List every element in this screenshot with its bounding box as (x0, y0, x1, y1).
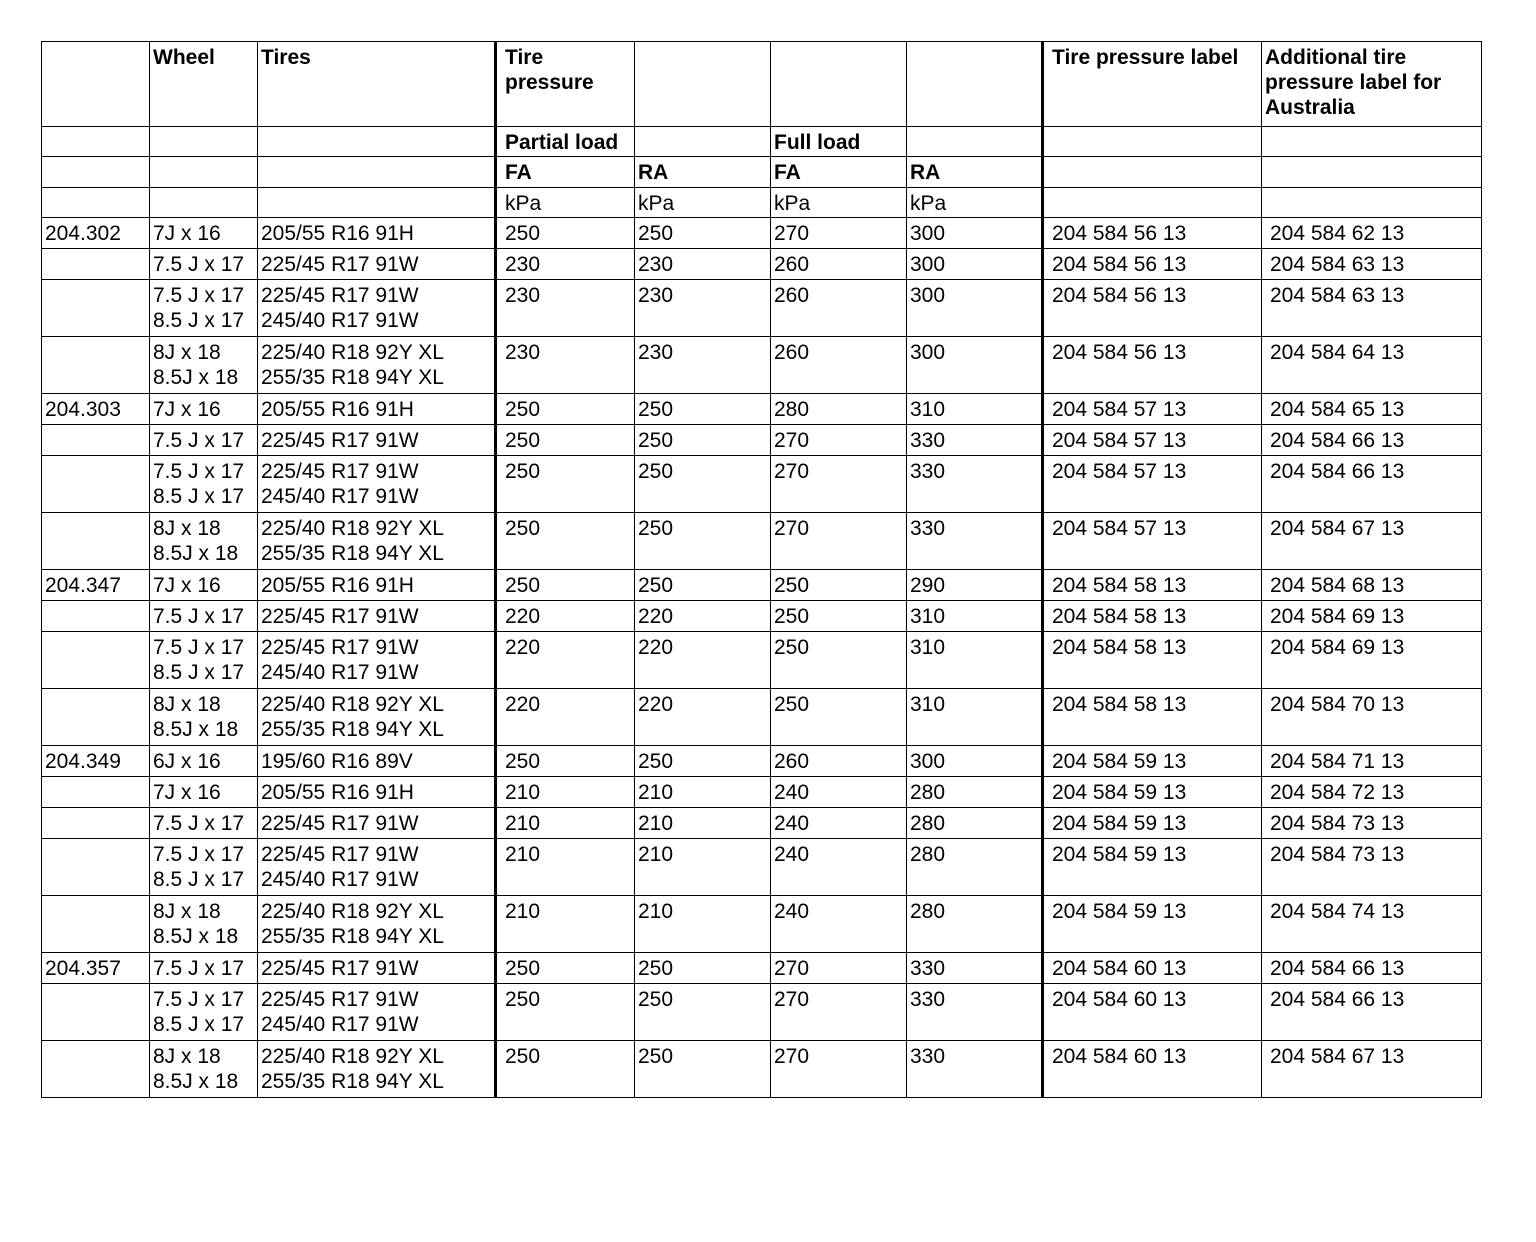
tires-cell-line: 225/40 R18 92Y XL (261, 1045, 444, 1068)
tires-cell-line: 225/45 R17 91W (261, 812, 419, 835)
table-row (42, 689, 1482, 746)
partial-ra-cell: 250 (635, 218, 771, 249)
tires-cell-line: 225/45 R17 91W (261, 253, 419, 276)
partial-ra-cell: 220 (635, 632, 771, 689)
unit-full-ra: kPa (907, 188, 1043, 218)
wheel-cell-line: 8.5J x 18 (153, 1070, 239, 1093)
partial-ra-cell: 210 (635, 839, 771, 896)
wheel-cell (150, 746, 258, 777)
partial-fa-cell: 210 (496, 839, 635, 896)
full-ra-cell: 300 (907, 218, 1043, 249)
full-ra-cell: 310 (907, 632, 1043, 689)
full-fa-cell: 240 (771, 808, 907, 839)
full-fa-cell: 250 (771, 601, 907, 632)
full-ra-cell: 280 (907, 839, 1043, 896)
model-cell: 204.357 (42, 953, 150, 984)
header-blank (907, 42, 1043, 127)
aus-label-cell: 204 584 69 13 (1262, 601, 1482, 632)
label-cell: 204 584 60 13 (1043, 1041, 1262, 1098)
model-cell (42, 249, 150, 280)
tires-cell-line: 225/45 R17 91W (261, 988, 419, 1011)
wheel-cell (150, 570, 258, 601)
full-ra-cell: 280 (907, 896, 1043, 953)
label-cell: 204 584 56 13 (1043, 337, 1262, 394)
partial-fa-cell: 250 (496, 746, 635, 777)
table-row (42, 601, 1482, 632)
wheel-cell-line: 8J x 18 (153, 1045, 221, 1068)
model-cell (42, 425, 150, 456)
tires-cell (258, 280, 496, 337)
full-ra-cell: 280 (907, 777, 1043, 808)
tires-cell-line: 225/40 R18 92Y XL (261, 693, 444, 716)
tires-cell (258, 984, 496, 1041)
tires-cell-line: 205/55 R16 91H (261, 398, 414, 421)
table-row (42, 570, 1482, 601)
tires-cell-line: 245/40 R17 91W (261, 868, 419, 891)
partial-fa-cell: 250 (496, 425, 635, 456)
aus-label-cell: 204 584 69 13 (1262, 632, 1482, 689)
model-cell (42, 839, 150, 896)
aus-label-cell: 204 584 66 13 (1262, 984, 1482, 1041)
tires-cell-line: 205/55 R16 91H (261, 781, 414, 804)
partial-ra-cell: 250 (635, 425, 771, 456)
label-cell: 204 584 57 13 (1043, 456, 1262, 513)
label-cell: 204 584 59 13 (1043, 839, 1262, 896)
aus-label-cell: 204 584 74 13 (1262, 896, 1482, 953)
full-fa-cell: 270 (771, 218, 907, 249)
model-cell (42, 896, 150, 953)
aus-label-cell: 204 584 66 13 (1262, 456, 1482, 513)
full-fa-cell: 240 (771, 777, 907, 808)
wheel-cell (150, 808, 258, 839)
full-ra-cell: 300 (907, 280, 1043, 337)
wheel-cell (150, 249, 258, 280)
unit-partial-ra: kPa (635, 188, 771, 218)
full-fa-cell: 270 (771, 1041, 907, 1098)
partial-fa-cell: 250 (496, 218, 635, 249)
model-cell (42, 513, 150, 570)
aus-label-cell: 204 584 68 13 (1262, 570, 1482, 601)
wheel-cell-line: 7.5 J x 17 (153, 429, 245, 452)
table-row (42, 777, 1482, 808)
tires-cell-line: 225/40 R18 92Y XL (261, 517, 444, 540)
tires-cell-line: 195/60 R16 89V (261, 750, 413, 773)
wheel-cell (150, 689, 258, 746)
partial-ra-cell: 250 (635, 456, 771, 513)
full-ra-cell: 310 (907, 689, 1043, 746)
model-cell (42, 280, 150, 337)
tires-cell-line: 225/45 R17 91W (261, 284, 419, 307)
wheel-cell-line: 8.5J x 18 (153, 366, 239, 389)
full-fa-cell: 260 (771, 746, 907, 777)
wheel-cell-line: 7.5 J x 17 (153, 812, 245, 835)
wheel-cell-line: 7J x 16 (153, 398, 221, 421)
header-full-load: Full load (771, 127, 907, 157)
table-row (42, 337, 1482, 394)
tires-cell-line: 225/40 R18 92Y XL (261, 341, 444, 364)
header-row (42, 42, 1482, 127)
label-cell: 204 584 60 13 (1043, 953, 1262, 984)
label-cell: 204 584 60 13 (1043, 984, 1262, 1041)
unit-partial-fa: kPa (496, 188, 635, 218)
table-row (42, 984, 1482, 1041)
full-ra-cell: 290 (907, 570, 1043, 601)
partial-fa-cell: 250 (496, 456, 635, 513)
aus-label-cell: 204 584 71 13 (1262, 746, 1482, 777)
table-row (42, 1041, 1482, 1098)
table-row (42, 280, 1482, 337)
tires-cell (258, 632, 496, 689)
wheel-cell-line: 8.5 J x 17 (153, 661, 245, 684)
tires-cell-line: 245/40 R17 91W (261, 1013, 419, 1036)
label-cell: 204 584 57 13 (1043, 513, 1262, 570)
tires-cell-line: 225/45 R17 91W (261, 460, 419, 483)
model-cell (42, 456, 150, 513)
full-ra-cell: 330 (907, 1041, 1043, 1098)
wheel-cell-line: 8J x 18 (153, 517, 221, 540)
full-fa-cell: 270 (771, 953, 907, 984)
tires-cell-line: 255/35 R18 94Y XL (261, 366, 444, 389)
wheel-cell-line: 6J x 16 (153, 750, 221, 773)
full-fa-cell: 260 (771, 280, 907, 337)
model-cell (42, 777, 150, 808)
tires-cell (258, 513, 496, 570)
full-ra-cell: 280 (907, 808, 1043, 839)
tires-cell-line: 225/45 R17 91W (261, 636, 419, 659)
model-cell (42, 689, 150, 746)
table-row (42, 249, 1482, 280)
aus-label-cell: 204 584 63 13 (1262, 280, 1482, 337)
aus-label-cell: 204 584 70 13 (1262, 689, 1482, 746)
tires-cell (258, 689, 496, 746)
tires-cell (258, 1041, 496, 1098)
wheel-cell (150, 337, 258, 394)
partial-ra-cell: 250 (635, 570, 771, 601)
full-ra-cell: 330 (907, 953, 1043, 984)
header-blank (635, 42, 771, 127)
tires-cell-line: 205/55 R16 91H (261, 574, 414, 597)
wheel-cell (150, 425, 258, 456)
wheel-cell (150, 777, 258, 808)
aus-label-cell: 204 584 66 13 (1262, 953, 1482, 984)
tires-cell (258, 456, 496, 513)
full-fa-cell: 250 (771, 689, 907, 746)
partial-ra-cell: 230 (635, 337, 771, 394)
tires-cell (258, 218, 496, 249)
partial-ra-cell: 210 (635, 808, 771, 839)
table-row (42, 953, 1482, 984)
label-cell: 204 584 59 13 (1043, 896, 1262, 953)
partial-fa-cell: 220 (496, 601, 635, 632)
wheel-cell-line: 8.5J x 18 (153, 925, 239, 948)
tires-cell (258, 601, 496, 632)
aus-label-cell: 204 584 67 13 (1262, 513, 1482, 570)
tires-cell (258, 839, 496, 896)
label-cell: 204 584 59 13 (1043, 808, 1262, 839)
label-cell: 204 584 57 13 (1043, 425, 1262, 456)
header-partial-load: Partial load (496, 127, 635, 157)
header-tire-pressure-label: Tire pressure label (1043, 42, 1262, 127)
table-row (42, 746, 1482, 777)
label-cell: 204 584 59 13 (1043, 746, 1262, 777)
wheel-cell-line: 8.5 J x 17 (153, 1013, 245, 1036)
wheel-cell-line: 7.5 J x 17 (153, 988, 245, 1011)
wheel-cell-line: 8J x 18 (153, 693, 221, 716)
partial-ra-cell: 230 (635, 280, 771, 337)
model-cell: 204.347 (42, 570, 150, 601)
aus-label-cell: 204 584 67 13 (1262, 1041, 1482, 1098)
label-cell: 204 584 56 13 (1043, 218, 1262, 249)
partial-fa-cell: 210 (496, 808, 635, 839)
partial-ra-cell: 220 (635, 601, 771, 632)
full-fa-cell: 270 (771, 425, 907, 456)
wheel-cell-line: 7J x 16 (153, 222, 221, 245)
full-ra-cell: 330 (907, 425, 1043, 456)
wheel-cell-line: 8J x 18 (153, 900, 221, 923)
full-fa-cell: 270 (771, 984, 907, 1041)
partial-ra-cell: 250 (635, 394, 771, 425)
tires-cell-line: 225/45 R17 91W (261, 605, 419, 628)
wheel-cell-line: 7.5 J x 17 (153, 636, 245, 659)
partial-fa-cell: 250 (496, 513, 635, 570)
aus-label-cell: 204 584 64 13 (1262, 337, 1482, 394)
partial-ra-cell: 220 (635, 689, 771, 746)
full-fa-cell: 270 (771, 513, 907, 570)
tires-cell (258, 777, 496, 808)
partial-ra-cell: 250 (635, 984, 771, 1041)
wheel-cell (150, 394, 258, 425)
partial-ra-cell: 250 (635, 513, 771, 570)
partial-fa-cell: 250 (496, 394, 635, 425)
unit-row (42, 188, 1482, 218)
full-ra-cell: 330 (907, 456, 1043, 513)
label-cell: 204 584 58 13 (1043, 570, 1262, 601)
wheel-cell-line: 8.5 J x 17 (153, 485, 245, 508)
label-cell: 204 584 59 13 (1043, 777, 1262, 808)
tire-pressure-table (41, 41, 1482, 1098)
table-row (42, 839, 1482, 896)
partial-fa-cell: 230 (496, 280, 635, 337)
tires-cell-line: 205/55 R16 91H (261, 222, 414, 245)
wheel-cell-line: 8.5 J x 17 (153, 868, 245, 891)
wheel-cell (150, 513, 258, 570)
model-cell (42, 808, 150, 839)
axle-row (42, 157, 1482, 188)
wheel-cell (150, 280, 258, 337)
header-blank (42, 42, 150, 127)
full-ra-cell: 300 (907, 249, 1043, 280)
table-row (42, 808, 1482, 839)
partial-fa-cell: 220 (496, 689, 635, 746)
tires-cell (258, 394, 496, 425)
full-fa-cell: 270 (771, 456, 907, 513)
model-cell (42, 601, 150, 632)
wheel-cell (150, 896, 258, 953)
table-row (42, 456, 1482, 513)
header-partial-ra: RA (635, 157, 771, 188)
wheel-cell-line: 7.5 J x 17 (153, 843, 245, 866)
model-cell (42, 632, 150, 689)
full-ra-cell: 310 (907, 601, 1043, 632)
aus-label-cell: 204 584 73 13 (1262, 808, 1482, 839)
tires-cell (258, 896, 496, 953)
tires-cell-line: 245/40 R17 91W (261, 309, 419, 332)
tires-cell-line: 255/35 R18 94Y XL (261, 542, 444, 565)
full-fa-cell: 280 (771, 394, 907, 425)
full-fa-cell: 260 (771, 249, 907, 280)
wheel-cell-line: 7J x 16 (153, 574, 221, 597)
partial-ra-cell: 230 (635, 249, 771, 280)
model-cell: 204.302 (42, 218, 150, 249)
partial-ra-cell: 210 (635, 896, 771, 953)
label-cell: 204 584 56 13 (1043, 280, 1262, 337)
tires-cell (258, 953, 496, 984)
wheel-cell-line: 8.5J x 18 (153, 542, 239, 565)
tires-cell (258, 808, 496, 839)
tires-cell-line: 225/45 R17 91W (261, 957, 419, 980)
header-full-ra: RA (907, 157, 1043, 188)
wheel-cell-line: 8.5 J x 17 (153, 309, 245, 332)
header-tire-pressure: Tire pressure (496, 42, 635, 127)
full-ra-cell: 300 (907, 746, 1043, 777)
tires-cell-line: 225/45 R17 91W (261, 429, 419, 452)
table-row (42, 218, 1482, 249)
wheel-cell-line: 7.5 J x 17 (153, 253, 245, 276)
load-row (42, 127, 1482, 157)
partial-fa-cell: 250 (496, 984, 635, 1041)
tires-cell-line: 255/35 R18 94Y XL (261, 925, 444, 948)
partial-ra-cell: 250 (635, 746, 771, 777)
wheel-cell (150, 601, 258, 632)
full-fa-cell: 240 (771, 896, 907, 953)
header-full-fa: FA (771, 157, 907, 188)
label-cell: 204 584 58 13 (1043, 601, 1262, 632)
wheel-cell-line: 8.5J x 18 (153, 718, 239, 741)
partial-fa-cell: 230 (496, 337, 635, 394)
table-row (42, 425, 1482, 456)
tires-cell-line: 245/40 R17 91W (261, 661, 419, 684)
wheel-cell-line: 8J x 18 (153, 341, 221, 364)
tires-cell-line: 255/35 R18 94Y XL (261, 718, 444, 741)
aus-label-cell: 204 584 62 13 (1262, 218, 1482, 249)
aus-label-cell: 204 584 72 13 (1262, 777, 1482, 808)
model-cell (42, 1041, 150, 1098)
aus-label-cell: 204 584 66 13 (1262, 425, 1482, 456)
wheel-cell (150, 984, 258, 1041)
partial-fa-cell: 250 (496, 953, 635, 984)
label-cell: 204 584 58 13 (1043, 689, 1262, 746)
unit-full-fa: kPa (771, 188, 907, 218)
tires-cell (258, 570, 496, 601)
wheel-cell-line: 7.5 J x 17 (153, 284, 245, 307)
model-cell (42, 337, 150, 394)
aus-label-cell: 204 584 65 13 (1262, 394, 1482, 425)
wheel-cell (150, 953, 258, 984)
tires-cell-line: 225/40 R18 92Y XL (261, 900, 444, 923)
partial-ra-cell: 250 (635, 1041, 771, 1098)
aus-label-cell: 204 584 73 13 (1262, 839, 1482, 896)
header-wheel: Wheel (150, 42, 258, 127)
partial-ra-cell: 210 (635, 777, 771, 808)
header-additional-label: Additional tire pressure label for Australia (1262, 42, 1482, 127)
wheel-cell (150, 1041, 258, 1098)
table-row (42, 632, 1482, 689)
model-cell: 204.303 (42, 394, 150, 425)
partial-fa-cell: 210 (496, 777, 635, 808)
partial-ra-cell: 250 (635, 953, 771, 984)
tires-cell (258, 425, 496, 456)
tires-cell (258, 337, 496, 394)
tires-cell-line: 245/40 R17 91W (261, 485, 419, 508)
table-row (42, 394, 1482, 425)
full-fa-cell: 250 (771, 632, 907, 689)
wheel-cell-line: 7.5 J x 17 (153, 460, 245, 483)
partial-fa-cell: 250 (496, 570, 635, 601)
wheel-cell (150, 456, 258, 513)
table-row (42, 513, 1482, 570)
full-ra-cell: 300 (907, 337, 1043, 394)
tires-cell-line: 255/35 R18 94Y XL (261, 1070, 444, 1093)
model-cell: 204.349 (42, 746, 150, 777)
wheel-cell (150, 839, 258, 896)
partial-fa-cell: 230 (496, 249, 635, 280)
wheel-cell-line: 7.5 J x 17 (153, 957, 245, 980)
wheel-cell-line: 7J x 16 (153, 781, 221, 804)
label-cell: 204 584 58 13 (1043, 632, 1262, 689)
wheel-cell (150, 632, 258, 689)
header-blank (771, 42, 907, 127)
partial-fa-cell: 220 (496, 632, 635, 689)
label-cell: 204 584 57 13 (1043, 394, 1262, 425)
wheel-cell-line: 7.5 J x 17 (153, 605, 245, 628)
partial-fa-cell: 210 (496, 896, 635, 953)
aus-label-cell: 204 584 63 13 (1262, 249, 1482, 280)
full-fa-cell: 250 (771, 570, 907, 601)
wheel-cell (150, 218, 258, 249)
full-ra-cell: 310 (907, 394, 1043, 425)
header-tires: Tires (258, 42, 496, 127)
model-cell (42, 984, 150, 1041)
tires-cell-line: 225/45 R17 91W (261, 843, 419, 866)
label-cell: 204 584 56 13 (1043, 249, 1262, 280)
header-partial-fa: FA (496, 157, 635, 188)
full-ra-cell: 330 (907, 513, 1043, 570)
full-fa-cell: 240 (771, 839, 907, 896)
tires-cell (258, 746, 496, 777)
partial-fa-cell: 250 (496, 1041, 635, 1098)
table-row (42, 896, 1482, 953)
full-fa-cell: 260 (771, 337, 907, 394)
tires-cell (258, 249, 496, 280)
full-ra-cell: 330 (907, 984, 1043, 1041)
